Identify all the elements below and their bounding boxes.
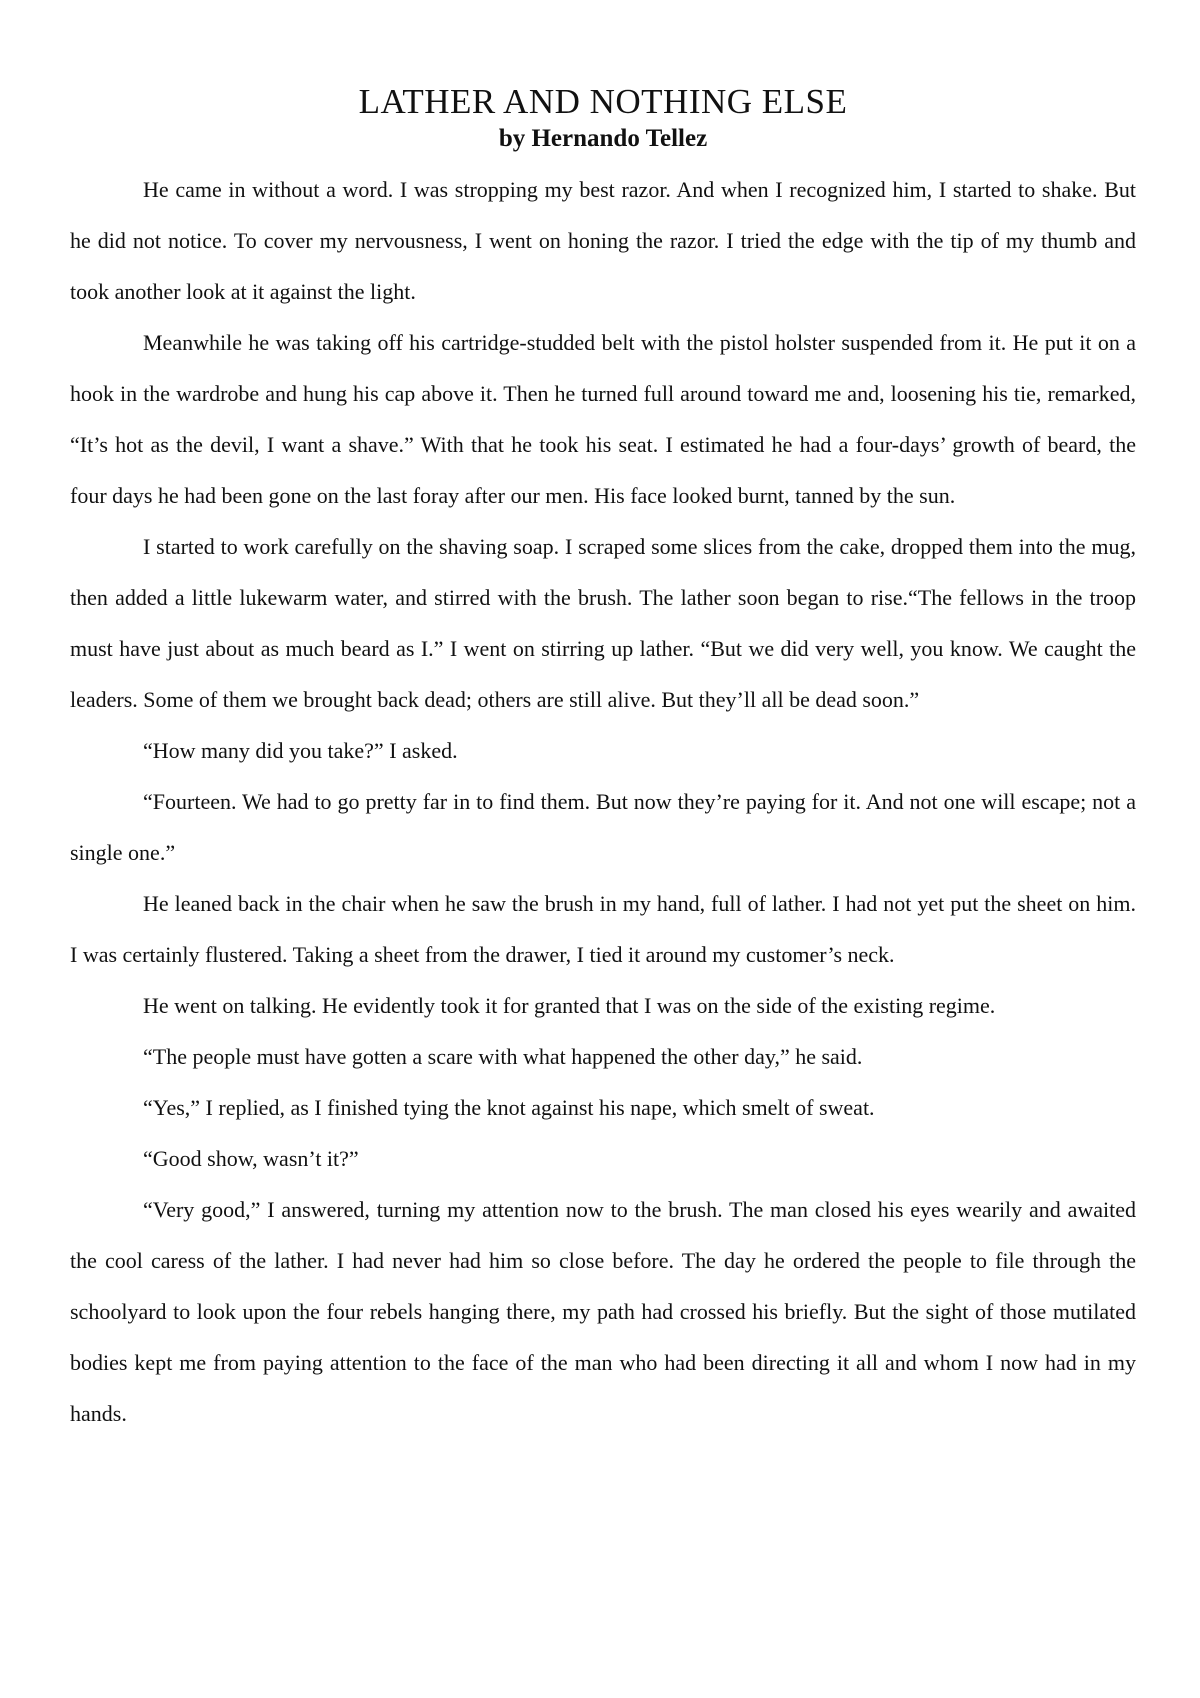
paragraph: “Good show, wasn’t it?” xyxy=(143,1146,359,1171)
document-title: LATHER AND NOTHING ELSE xyxy=(358,82,848,121)
paragraph: He came in without a word. I was stropping my best razor. And when I recognized him, I started to shake. But he did not notice. To cover my nervousness, I went on honing the razor. I tried the edge with the tip of my thumb and took another look at it against the light. xyxy=(70,177,1136,304)
paragraph: I started to work carefully on the shaving soap. I scraped some slices from the cake, dropped them into the mug, then added a little lukewarm water, and stirred with the brush. The lather soon began to rise.“The fellows in the troop must have just about as much beard as I.” I went on stirring up lather. “But we did very well, you know. We caught the leaders. Some of them we brought back dead; others are still alive. But they’ll all be dead soon.” xyxy=(70,534,1136,712)
paragraph: “How many did you take?” I asked. xyxy=(143,738,458,763)
paragraph: He went on talking. He evidently took it for granted that I was on the side of the existing regime. xyxy=(143,993,996,1018)
paragraph: He leaned back in the chair when he saw the brush in my hand, full of lather. I had not yet put the sheet on him. I was certainly flustered. Taking a sheet from the drawer, I tied it around my customer’s neck. xyxy=(70,891,1136,967)
paragraph: “Yes,” I replied, as I finished tying the knot against his nape, which smelt of sweat. xyxy=(143,1095,875,1120)
paragraph: “Fourteen. We had to go pretty far in to find them. But now they’re paying for it. And not one will escape; not a single one.” xyxy=(70,789,1136,865)
story-body xyxy=(70,164,1136,1439)
author-byline: by Hernando Tellez xyxy=(498,125,708,152)
paragraph: “The people must have gotten a scare with what happened the other day,” he said. xyxy=(143,1044,863,1069)
document-page xyxy=(70,80,1136,1439)
paragraph: “Very good,” I answered, turning my attention now to the brush. The man closed his eyes wearily and awaited the cool caress of the lather. I had never had him so close before. The day he ordered the people to file through the schoolyard to look upon the four rebels hanging there, my path had crossed his briefly. But the sight of those mutilated bodies kept me from paying attention to the face of the man who had been directing it all and whom I now had in my hands. xyxy=(70,1197,1136,1426)
paragraph: Meanwhile he was taking off his cartridge-studded belt with the pistol holster suspended from it. He put it on a hook in the wardrobe and hung his cap above it. Then he turned full around toward me and, loosening his tie, remarked, “It’s hot as the devil, I want a shave.” With that he took his seat. I estimated he had a four-days’ growth of beard, the four days he had been gone on the last foray after our men. His face looked burnt, tanned by the sun. xyxy=(70,330,1136,508)
